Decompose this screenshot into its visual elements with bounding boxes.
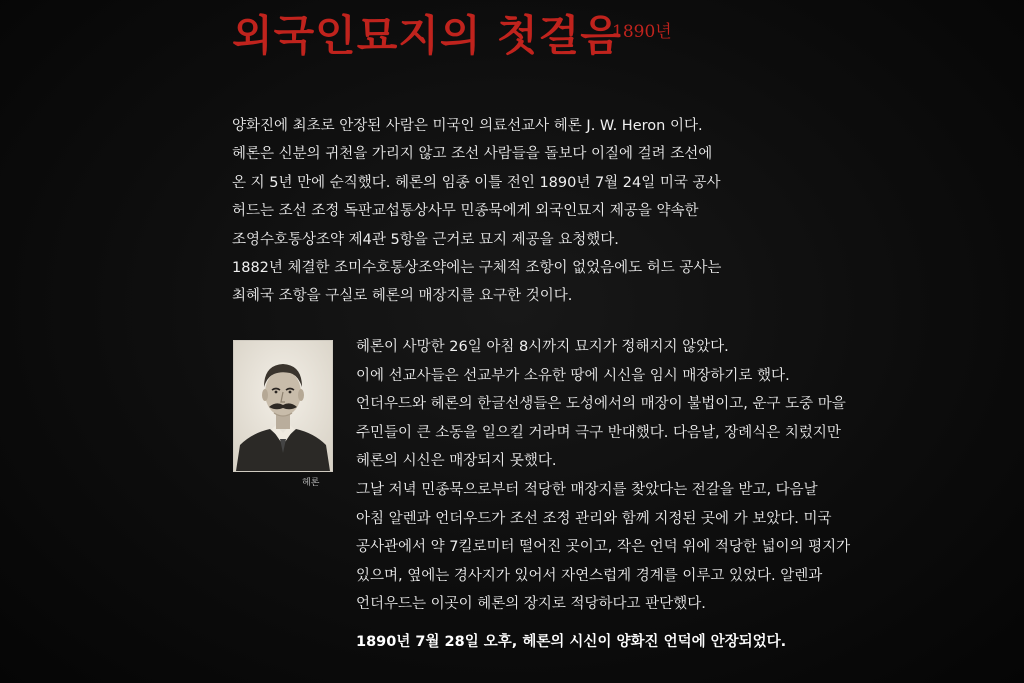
body-line: 헤론의 시신은 매장되지 못했다. (356, 453, 557, 470)
body-line: 공사관에서 약 7킬로미터 떨어진 곳이고, 작은 언덕 위에 적당한 넓이의 평지가 (356, 539, 851, 556)
body-line: 있으며, 옆에는 경사지가 있어서 자연스럽게 경계를 이루고 있었다. 알렌과 (356, 567, 823, 584)
intro-line: 양화진에 최초로 안장된 사람은 미국인 의료선교사 헤론 J. W. Heron 이다. (232, 118, 703, 134)
intro-line: 최혜국 조항을 구실로 헤론의 매장지를 요구한 것이다. (232, 288, 573, 305)
intro-line: 1882년 체결한 조미수호통상조약에는 구체적 조항이 없었음에도 허드 공사는 (232, 260, 722, 277)
panel-title: 외국인묘지의 첫걸음 (232, 11, 622, 60)
portrait-caption: 헤론 (302, 478, 320, 488)
body-line: 언더우드는 이곳이 헤론의 장지로 적당하다고 판단했다. (356, 596, 706, 613)
body-paragraph (356, 333, 856, 619)
heron-portrait (233, 340, 333, 472)
panel-title-year: 1890년 (612, 22, 672, 42)
intro-line: 헤론은 신분의 귀천을 가리지 않고 조선 사람들을 돌보다 이질에 걸려 조선에 (232, 146, 713, 163)
body-line: 주민들이 큰 소동을 일으킬 거라며 극구 반대했다. 다음날, 장례식은 치렀지만 (356, 424, 841, 441)
intro-paragraph (232, 112, 752, 311)
portrait-image (234, 341, 332, 471)
intro-line: 허드는 조선 조정 독판교섭통상사무 민종묵에게 외국인묘지 제공을 약속한 (232, 203, 699, 220)
intro-line: 온 지 5년 만에 순직했다. 헤론의 임종 이틀 전인 1890년 7월 24일 미국 공사 (232, 174, 721, 191)
body-line: 이에 선교사들은 선교부가 소유한 땅에 시신을 임시 매장하기로 했다. (356, 367, 790, 384)
body-line: 아침 알렌과 언더우드가 조선 조정 관리와 함께 지정된 곳에 가 보았다. 미국 (356, 510, 832, 527)
body-line: 언더우드와 헤론의 한글선생들은 도성에서의 매장이 불법이고, 운구 도중 마을 (356, 396, 846, 413)
conclusion-text: 1890년 7월 28일 오후, 헤론의 시신이 양화진 언덕에 안장되었다. (356, 634, 787, 650)
intro-line: 조영수호통상조약 제4관 5항을 근거로 묘지 제공을 요청했다. (232, 231, 619, 248)
body-line: 그날 저녁 민종묵으로부터 적당한 매장지를 찾았다는 전갈을 받고, 다음날 (356, 481, 818, 498)
body-line: 헤론이 사망한 26일 아침 8시까지 묘지가 정해지지 않았다. (356, 339, 729, 355)
